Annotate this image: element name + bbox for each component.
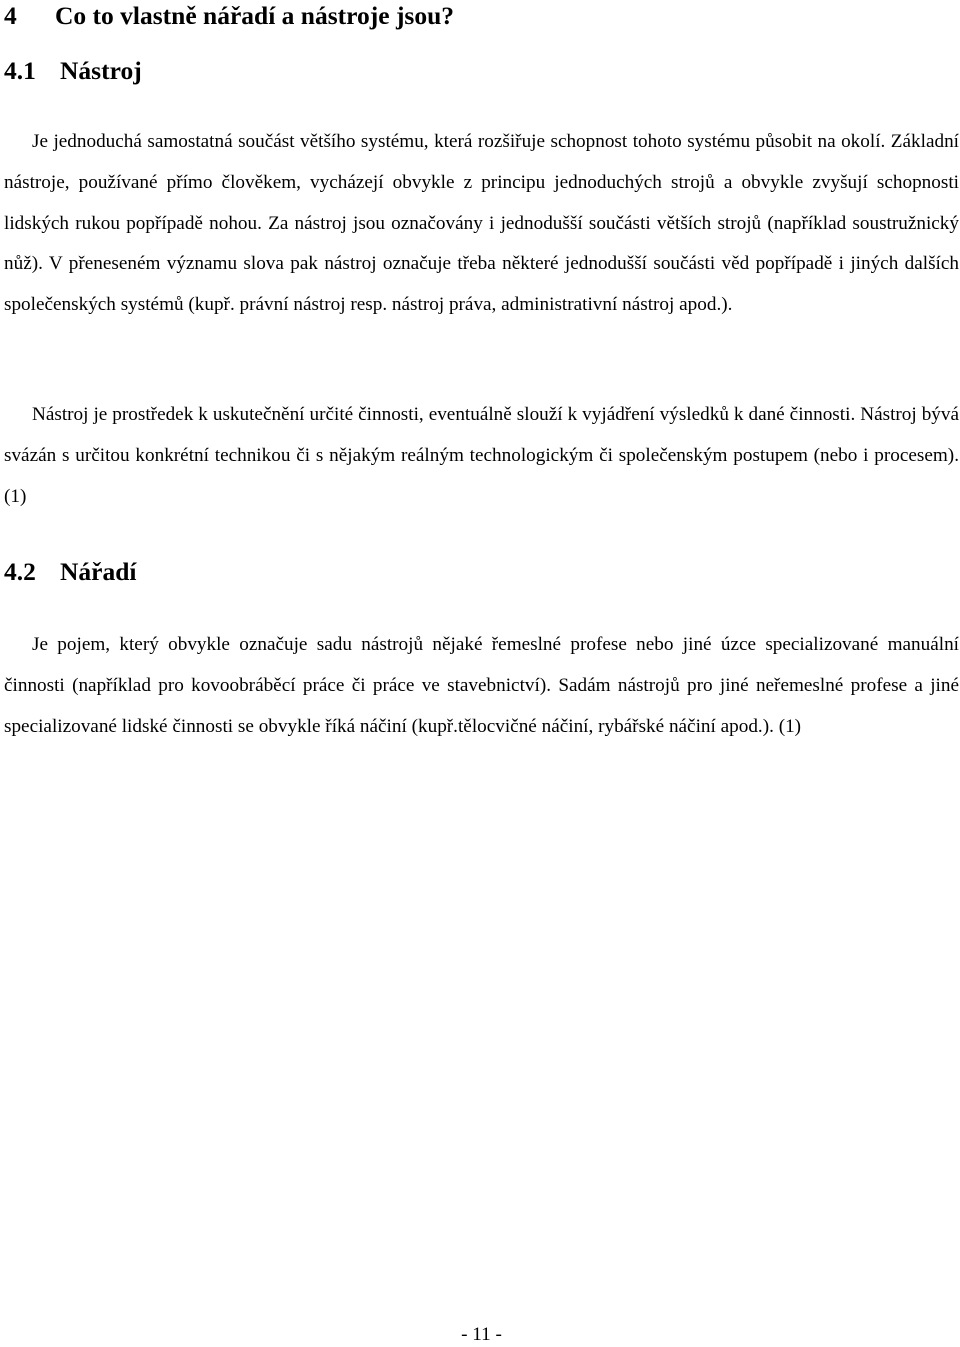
paragraph-nastroj-definition: Je jednoduchá samostatná součást většího systému, která rozšiřuje schopnost tohoto systému působit na okolí. Základní nástroje, používané přímo člověkem, vycházejí obvykle z principu jednoduchých strojů a obvykle zvyšují schopnosti lidských rukou popřípadě nohou. Za nástroj jsou označovány i jednodušší součásti větších strojů (například soustružnický nůž). V přeneseném významu slova pak nástroj označuje třeba některé jednodušší součásti věd popřípadě i jiných dalších společenských systémů (kupř. právní nástroj resp. nástroj práva, administrativní nástroj apod.).	[4, 131, 959, 316]
page-number: - 11 -	[461, 1324, 502, 1345]
section-heading-nastroj	[4, 55, 142, 87]
section-number: 4.2	[4, 557, 36, 586]
section-number: 4.1	[4, 56, 36, 85]
section-heading-naradi	[4, 556, 137, 588]
chapter-heading	[4, 0, 454, 32]
chapter-number: 4	[4, 1, 17, 30]
paragraph-naradi-definition: Je pojem, který obvykle označuje sadu nástrojů nějaké řemeslné profese nebo jiné úzce specializované manuální činnosti (například pro kovoobráběcí práce či práce ve stavebnictví). Sadám nástrojů pro jiné neřemeslné profese a jiné specializované lidské činnosti se obvykle říká náčiní (kupř.tělocvičné náčiní, rybářské náčiní apod.). (1)	[4, 634, 959, 737]
chapter-title: Co to vlastně nářadí a nástroje jsou?	[55, 1, 455, 30]
section-title: Nářadí	[60, 557, 137, 586]
paragraph-nastroj-purpose: Nástroj je prostředek k uskutečnění určité činnosti, eventuálně slouží k vyjádření výsledků k dané činnosti. Nástroj bývá svázán s určitou konkrétní technikou či s nějakým reálným technologickým či společenským postupem (nebo i procesem). (1)	[4, 404, 959, 507]
section-title: Nástroj	[60, 56, 142, 85]
